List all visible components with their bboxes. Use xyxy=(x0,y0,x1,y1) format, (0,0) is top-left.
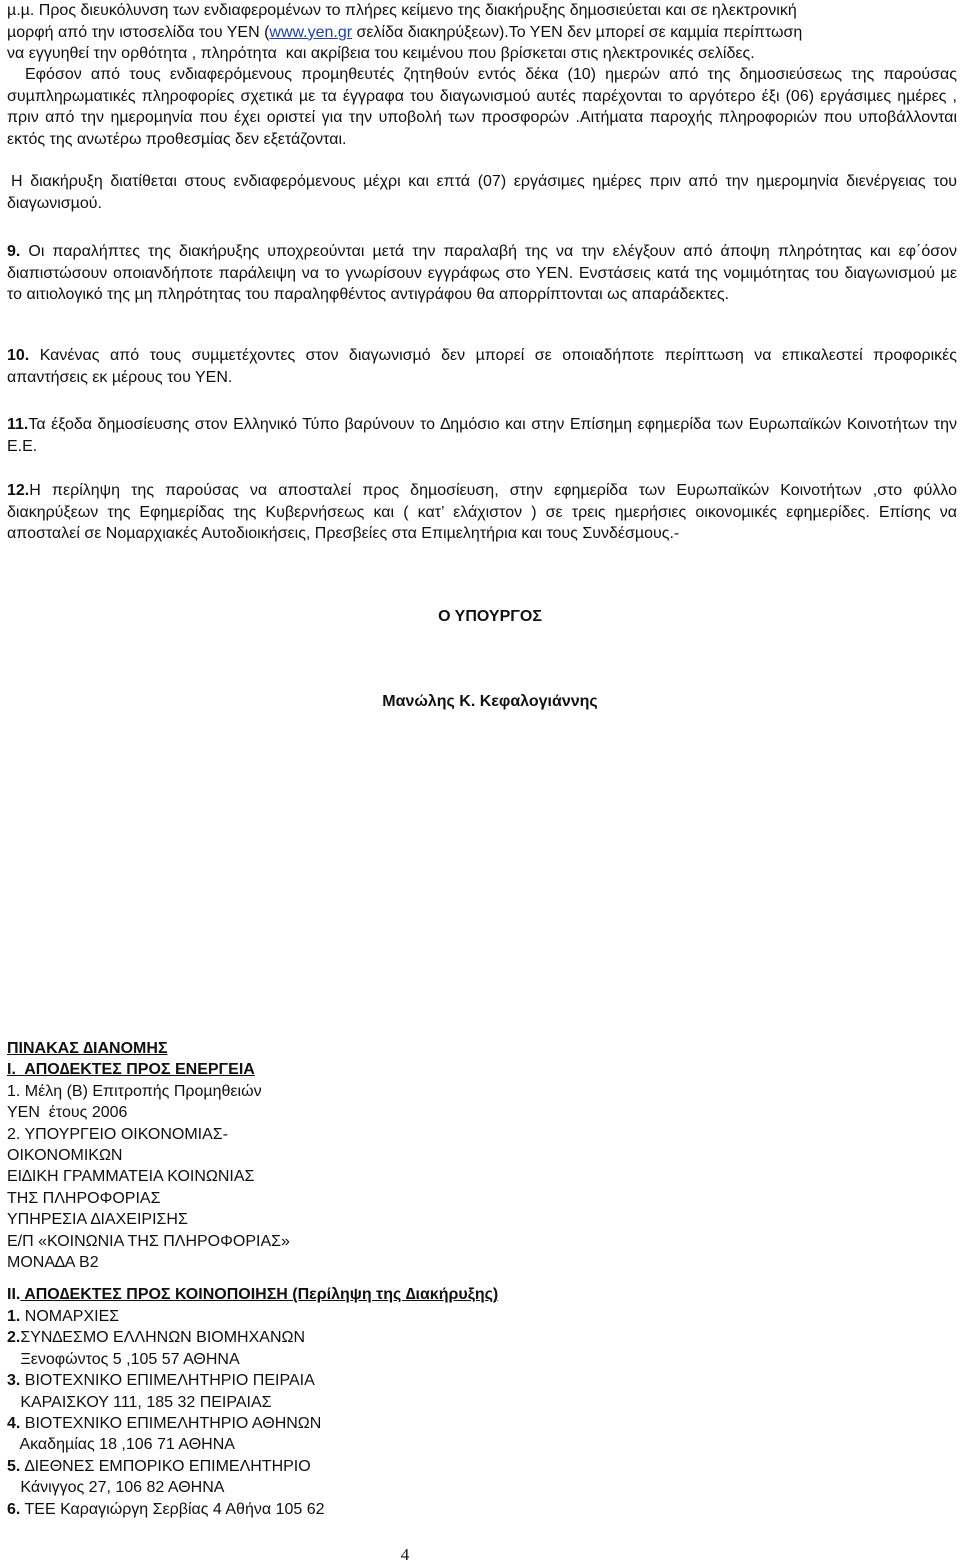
section-9 xyxy=(7,241,957,306)
group1-line: ΥΕΝ έτους 2006 xyxy=(7,1104,128,1122)
group2-item xyxy=(7,1370,707,1391)
group1-line: Ε/Π «ΚΟΙΝΩΝΙΑ ΤΗΣ ΠΛΗΡΟΦΟΡΙΑΣ» xyxy=(7,1232,290,1250)
intro-line-3: να εγγυηθεί την ορθότητα , πληρότητα και ακρίβεια του κειµένου που βρίσκεται στις ηλεκτρονικές σελίδες. xyxy=(7,45,755,62)
group1-line: 1. Μέλη (Β) Επιτροπής Προµηθειών xyxy=(7,1082,262,1100)
signature-title: Ο ΥΠΟΥΡΓΟΣ xyxy=(438,608,542,625)
group2-item-address: Ακαδηµίας 18 ,106 71 ΑΘΗΝΑ xyxy=(7,1436,235,1454)
group2-item-number: 1. xyxy=(7,1307,21,1325)
page-number: 4 xyxy=(400,1545,410,1564)
group2-item-number: 3. xyxy=(7,1372,21,1390)
info-request-paragraph xyxy=(7,64,957,150)
website-link-b: gr xyxy=(337,23,353,41)
website-link-a: www.yen. xyxy=(269,23,338,41)
group2-item xyxy=(7,1413,707,1434)
section-10-text: Κανένας από τους συµµετέχοντες στον διαγωνισµό δεν µπορεί σε οποιαδήποτε περίπτωση να επικαλεστεί προφορικές απαντήσεις εκ µέρους του ΥΕΝ. xyxy=(7,347,957,386)
website-link[interactable] xyxy=(269,24,352,41)
info-request-text: Εφόσον από τους ενδιαφερόµενους προµηθευτές ζητηθούν εντός δέκα (10) ηµερών από της δηµοσιεύσεως της παρούσας συµπληρωµατικές πληροφορίες σχετικά µε τα έγγραφα του διαγωνισµού αυτές παρέχονται το αργότερο έξι (06) εργάσιµες ηµέρες , πριν από την ηµεροµηνία που έχει οριστεί για την υποβολή των προσφορών .Αιτήµατα παροχής πληροφοριών που υποβάλλονται εκτός της ανωτέρω προθεσµίας δεν εξετάζονται. xyxy=(7,66,957,148)
intro-line-1: µ.µ. Προς διευκόλυνση των ενδιαφεροµένων το πλήρες κείµενο της διακήρυξης δηµοσιεύεται και σε ηλεκτρονική xyxy=(7,2,797,19)
availability-text: Η διακήρυξη διατίθεται στους ενδιαφερόµενους µέχρι και επτά (07) εργάσιµες ηµέρες πριν από την ηµεροµηνία διενέργειας του διαγωνισµού. xyxy=(7,173,957,212)
intro-line-2-post: σελίδα διακηρύξεων).Το ΥΕΝ δεν µπορεί σε καµµία περίπτωση xyxy=(352,23,803,41)
group2-item xyxy=(7,1456,707,1477)
section-11-number: 11. xyxy=(7,416,29,433)
group1-line: ΕΙ∆ΙΚΗ ΓΡΑΜΜΑΤΕΙΑ ΚΟΙΝΩΝΙΑΣ xyxy=(7,1168,255,1186)
group1-line: ΥΠΗΡΕΣΙΑ ∆ΙΑΧΕΙΡΙΣΗΣ xyxy=(7,1211,188,1229)
group2-item xyxy=(7,1306,707,1327)
group2-item-text: ΒΙΟΤΕΧΝΙΚΟ ΕΠΙΜΕΛΗΤΗΡΙΟ ΑΘΗΝΩΝ xyxy=(20,1414,322,1432)
group2-item-number: 4. xyxy=(7,1414,21,1432)
section-11 xyxy=(7,414,957,457)
group2-item-address: Κάνιγγος 27, 106 82 ΑΘΗΝΑ xyxy=(7,1479,225,1497)
section-10 xyxy=(7,345,957,388)
section-10-number: 10. xyxy=(7,347,30,364)
section-11-text: Τα έξοδα δηµοσίευσης στον Ελληνικό Τύπο βαρύνουν το ∆ηµόσιο και στην Επίσηµη εφηµερίδα των Ευρωπαϊκών Κοινοτήτων την Ε.Ε. xyxy=(7,416,957,455)
group2-title: ΑΠΟ∆ΕΚΤΕΣ ΠΡΟΣ ΚΟΙΝΟΠΟΙΗΣΗ (Περίληψη της ∆ιακήρυξης) xyxy=(20,1286,499,1304)
group2-item-number: 6. xyxy=(7,1500,21,1518)
section-9-text: Οι παραλήπτες της διακήρυξης υποχρεούνται µετά την παραλαβή της να την ελέγξουν από άποψη πληρότητας και εφ΄όσον διαπιστώσουν οποιανδήποτε παράλειψη να το γνωρίσουν εγγράφως στο ΥΕΝ. Ενστάσεις κατά της νοµιµότητας του διαγωνισµού µε το αιτιολογικό της µη πληρότητας του παραληφθέντος αντιγράφου θα απορρίπτονται ως απαράδεκτες. xyxy=(7,243,957,303)
section-12-number: 12. xyxy=(7,482,30,499)
group2-prefix: ΙΙ. xyxy=(7,1286,21,1304)
group2-item-number: 2. xyxy=(7,1329,21,1347)
list-spacer xyxy=(7,1273,707,1284)
distribution-heading: ΠΙΝΑΚΑΣ ∆ΙΑΝΟΜΗΣ xyxy=(7,1040,168,1057)
availability-paragraph xyxy=(7,171,957,214)
distribution-list xyxy=(7,1038,707,1520)
section-9-number: 9. xyxy=(7,243,21,260)
group1-line: ΤΗΣ ΠΛΗΡΟΦΟΡΙΑΣ xyxy=(7,1189,161,1207)
group1-line: ΟΙΚΟΝΟΜΙΚΩΝ xyxy=(7,1147,123,1165)
group2-item-text: ΣΥΝ∆ΕΣΜΟ ΕΛΛΗΝΩΝ ΒΙΟΜΗΧΑΝΩΝ xyxy=(20,1329,306,1347)
group2-item-text: ΝΟΜΑΡΧΙΕΣ xyxy=(20,1307,120,1325)
intro-line-2 xyxy=(7,22,957,44)
group2-item xyxy=(7,1499,707,1520)
section-12-text: Η περίληψη της παρούσας να αποσταλεί προς δηµοσίευση, στην εφηµερίδα των Ευρωπαϊκών Κοινοτήτων ,στο φύλλο διακηρύξεων της Εφηµερίδας της Κυβερνήσεως και ( κατ’ ελάχιστον ) σε τρεις ηµερήσιες οικονοµικές εφηµερίδες. Επίσης να αποσταλεί σε Νοµαρχιακές Αυτοδιοικήσεις, Πρεσβείες στα Επιµελητήρια και τους Συνδέσµους.- xyxy=(7,482,957,542)
group2-item-text: ΒΙΟΤΕΧΝΙΚΟ ΕΠΙΜΕΛΗΤΗΡΙΟ ΠΕΙΡΑΙΑ xyxy=(20,1372,315,1390)
signature-name: Μανώλης Κ. Κεφαλογιάννης xyxy=(382,693,598,710)
group2-item-address: Ξενοφώντος 5 ,105 57 ΑΘΗΝΑ xyxy=(7,1350,240,1368)
group1-line: 2. ΥΠΟΥΡΓΕΙΟ ΟΙΚΟΝΟΜΙΑΣ- xyxy=(7,1125,228,1143)
intro-block xyxy=(7,0,957,65)
group1-title: Ι. ΑΠΟ∆ΕΚΤΕΣ ΠΡΟΣ ΕΝΕΡΓΕΙΑ xyxy=(7,1061,255,1079)
group2-item-text: ΤΕΕ Καραγιώργη Σερβίας 4 Αθήνα 105 62 xyxy=(20,1500,325,1518)
group1-line: ΜΟΝΑ∆Α Β2 xyxy=(7,1254,99,1272)
group2-item-address: ΚΑΡΑΙΣΚΟΥ 111, 185 32 ΠΕΙΡΑΙΑΣ xyxy=(7,1393,272,1411)
intro-line-2-pre: µορφή από την ιστοσελίδα του ΥΕΝ ( xyxy=(7,23,270,41)
group2-item-number: 5. xyxy=(7,1457,21,1475)
section-12 xyxy=(7,480,957,545)
group2-item xyxy=(7,1327,707,1348)
group2-item-text: ∆ΙΕΘΝΕΣ ΕΜΠΟΡΙΚΟ ΕΠΙΜΕΛΗΤΗΡΙΟ xyxy=(20,1457,311,1475)
group2-title-row xyxy=(7,1284,707,1305)
